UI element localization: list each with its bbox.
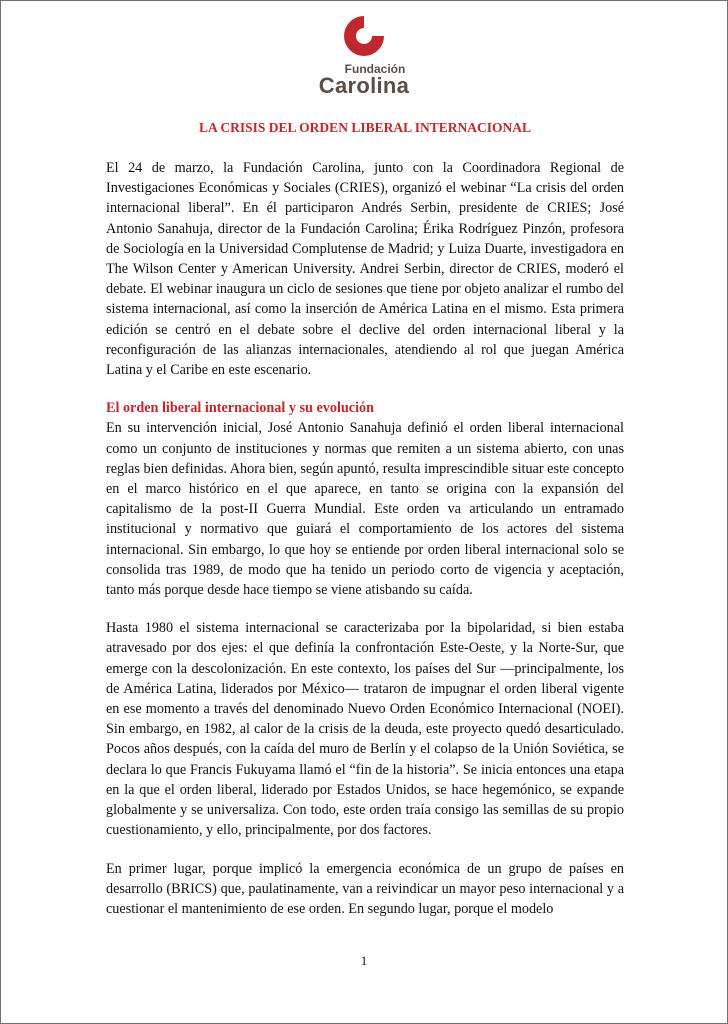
- logo-text-carolina: Carolina: [318, 73, 410, 98]
- logo-text-fundacion: Fundación: [344, 62, 406, 76]
- body-paragraph: En primer lugar, porque implicó la emergencia económica de un grupo de países en desarrollo (BRICS) que, paulatinamente, van a reivindicar un mayor peso internacional y a cuestionar el mantenimiento de ese orden. En segundo lugar, porque el modelo: [106, 860, 624, 917]
- c-logo-icon: [341, 13, 387, 59]
- body-paragraph: Hasta 1980 el sistema internacional se caracterizaba por la bipolaridad, si bien estaba atravesado por dos ejes: el que definía la confrontación Este-Oeste, y la Norte-Sur, que emerge con la descolonización. En este contexto, los países del Sur —principalmente, los de América Latina, liderados por México— trataron de impugnar el orden liberal vigente en ese momento a través del denominado Nuevo Orden Económico Internacional (NOEI). Sin embargo, en 1982, al calor de la crisis de la deuda, este proyecto quedó desarticulado. Pocos años después, con la caída del muro de Berlín y el colapso de la Unión Soviética, se declara lo que Francis Fukuyama llamó el “fin de la historia”. Se inicia entonces una etapa en la que el orden liberal, liderado por Estados Unidos, se hace hegemónico, se expande globalmente y se universaliza. Con todo, este orden traía consigo las semillas de su propio cuestionamiento, y ello, principalmente, por dos factores.: [106, 620, 624, 839]
- intro-paragraph: El 24 de marzo, la Fundación Carolina, junto con la Coordinadora Regional de Investigaciones Económicas y Sociales (CRIES), organizó el webinar “La crisis del orden internacional liberal”. En él participaron Andrés Serbin, presidente de CRIES; José Antonio Sanahuja, director de la Fundación Carolina; Érika Rodríguez Pinzón, profesora de Sociología en la Universidad Complutense de Madrid; y Luiza Duarte, investigadora en The Wilson Center y American University. Andrei Serbin, director de CRIES, moderó el debate. El webinar inaugura un ciclo de sesiones que tiene por objeto analizar el rumbo del sistema internacional, así como la inserción de América Latina en el mismo. Esta primera edición se centró en el debate sobre el declive del orden internacional liberal y la reconfiguración de las alianzas internacionales, atendiendo al rol que juegan América Latina y el Caribe en este escenario.: [106, 160, 624, 379]
- body-paragraph: En su intervención inicial, José Antonio Sanahuja definió el orden liberal internacional como un conjunto de instituciones y normas que remiten a un sistema abierto, con unas reglas bien definidas. Ahora bien, según apuntó, resulta imprescindible situar este concepto en el marco histórico en el que aparece, en tanto se origina con la expansión del capitalismo de la post-II Guerra Mundial. Este orden va articulando un entramado institucional y normativo que guiará el comportamiento de los actores del sistema internacional. Sin embargo, lo que hoy se entiende por orden liberal internacional solo se consolida tras 1989, de modo que ha tenido un periodo corto de vigencia y aceptación, tanto más porque desde hace tiempo se viene atisbando su caída.: [106, 420, 624, 599]
- document-title: LA CRISIS DEL ORDEN LIBERAL INTERNACIONAL: [199, 120, 531, 135]
- page-number: 1: [360, 953, 368, 968]
- section-heading: El orden liberal internacional y su evolución: [106, 400, 374, 417]
- document-body: [106, 119, 624, 937]
- fundacion-carolina-logo: [1, 13, 727, 96]
